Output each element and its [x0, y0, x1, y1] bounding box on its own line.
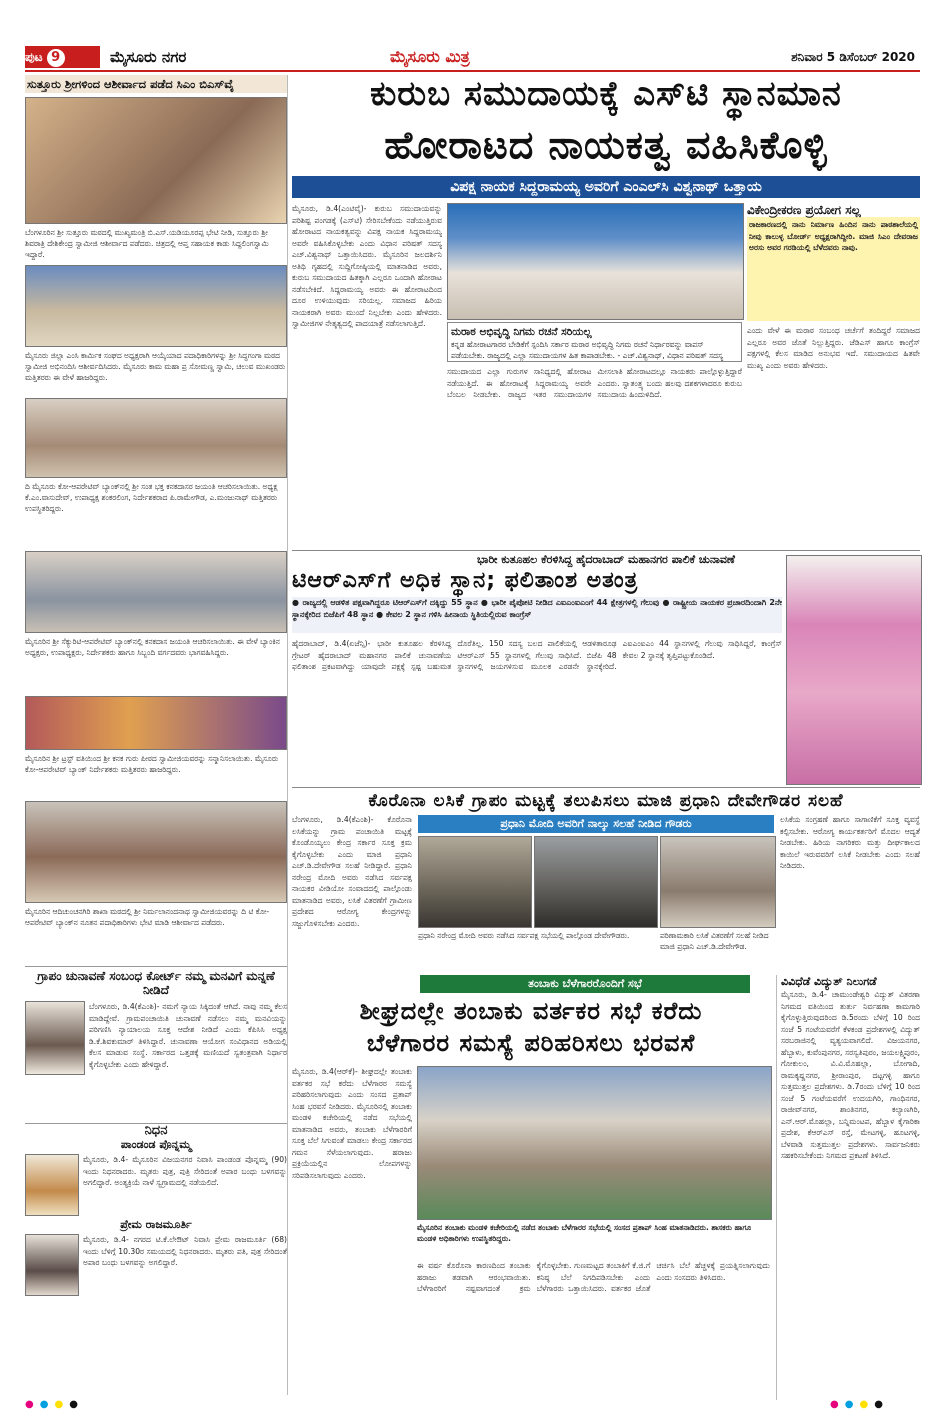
- obit-1-body: ಮೈಸೂರು, ಡಿ.4- ಮೈಸೂರಿನ ವಿಜಯನಗರ ನಿವಾಸಿ ಪಾಂಡಂಡ ಪೊನ್ನಮ್ಮ (90) ಇಂದು ನಿಧನರಾದರು. ಮೃತರು ಪುತ್ರ, ಪುತ್ರಿ ಸೇರಿದಂತೆ ಅಪಾರ ಬಂಧು ಬಳಗವನ್ನು ಅಗಲಿದ್ದಾರೆ. ಅಂತ್ಯಕ್ರಿಯೆ ನಾಳೆ ಸ್ವಗ್ರಾಮದಲ್ಲಿ ನಡೆಯಲಿದೆ.: [83, 1155, 287, 1187]
- hyd-body: ಹೈದರಾಬಾದ್, ಡಿ.4(ಏಜೆನ್ಸಿ)- ಭಾರೀ ಕುತೂಹಲ ಕೆರಳಿಸಿದ್ದ ಗ್ರೇಟರ್ ಹೈದರಾಬಾದ್ ಮಹಾನಗರ ಪಾಲಿಕೆ ಚುನಾವಣೆಯ ಫಲಿತಾಂಶ ಪ್ರಕಟವಾಗಿದ್ದು ಯಾವುದೇ ಪಕ್ಷಕ್ಕೆ ಸ್ಪಷ್ಟ ಬಹುಮತ ದೊರೆತಿಲ್ಲ. 150 ಸದಸ್ಯ ಬಲದ ಪಾಲಿಕೆಯಲ್ಲಿ ಆಡಳಿತಾರೂಢ ಟಿಆರ್‌ಎಸ್ 55 ಸ್ಥಾನಗಳಲ್ಲಿ ಗೆಲುವು ಸಾಧಿಸಿದೆ. ಬಿಜೆಪಿ 48 ಸ್ಥಾನಗಳಲ್ಲಿ ಜಯಗಳಿಸುವ ಮೂಲಕ ಎರಡನೇ ಸ್ಥಾನಕ್ಕೇರಿದೆ. ಎಐಎಂಐಎಂ 44 ಸ್ಥಾನಗಳಲ್ಲಿ ಗೆಲುವು ಸಾಧಿಸಿದ್ದರೆ, ಕಾಂಗ್ರೆಸ್ ಕೇವಲ 2 ಸ್ಥಾನಕ್ಕೆ ತೃಪ್ತಿಪಟ್ಟುಕೊಂಡಿದೆ.: [292, 639, 782, 671]
- caption-6: ಮೈಸೂರಿನ ಆದಿಚುಂಚನಗಿರಿ ಶಾಖಾ ಮಠದಲ್ಲಿ ಶ್ರೀ ನಿರ್ಮಲಾನಂದನಾಥ ಸ್ವಾಮೀಜಿಯವರನ್ನು ದಿ ಟಿ ಕೋ-ಆಪರೇಟಿವ್ ಬ್ಯಾಂಕ್‌ನ ನೂತನ ಪದಾಧಿಕಾರಿಗಳು ಭೇಟಿ ಮಾಡಿ ಆಶೀರ್ವಾದ ಪಡೆದರು.: [25, 907, 270, 927]
- kuruba-body-b: ಸಮುದಾಯದ ಎಲ್ಲಾ ಗುರುಗಳ ಸಾನಿಧ್ಯದಲ್ಲಿ ಹೋರಾಟ ನಡೆಯುತ್ತಿದೆ. ಈ ಹೋರಾಟಕ್ಕೆ ಸಿದ್ದರಾಮಯ್ಯ ಅವರೇ ಬೆಂಬಲ ನೀಡಬೇಕು. ರಾಜ್ಯದ ಇತರ ಸಮುದಾಯಗಳ ಮೀಸಲಾತಿ ಹೋರಾಟದಲ್ಲೂ ನಾಯಕರು ಪಾಲ್ಗೊಳ್ಳುತ್ತಿದ್ದಾರೆ ಎಂದರು. ಸ್ವಾತಂತ್ರ್ಯ ಬಂದು ಹಲವು ದಶಕಗಳಾದರೂ ಕುರುಬ ಸಮುದಾಯ ಹಿಂದುಳಿದಿದೆ.: [447, 367, 742, 399]
- photo-bank-event: [25, 398, 287, 478]
- tobacco-headline-2: ಬೆಳೆಗಾರರ ಸಮಸ್ಯೆ ಪರಿಹರಿಸಲು ಭರವಸೆ: [366, 1029, 696, 1057]
- page-label: ಪುಟ: [25, 50, 43, 64]
- header-rule: [25, 70, 920, 72]
- obit-2-name: ಪ್ರೇಮ ರಾಜಮೂರ್ತಿ: [120, 1218, 192, 1231]
- covid-col-a: [292, 814, 412, 982]
- photo-cm-swamiji: [25, 97, 287, 224]
- caption-1: ಬೆಂಗಳೂರಿನ ಶ್ರೀ ಸುತ್ತೂರು ಮಠದಲ್ಲಿ ಮುಖ್ಯಮಂತ್ರಿ ಬಿ.ಎಸ್.ಯಡಿಯೂರಪ್ಪ ಭೇಟಿ ನೀಡಿ, ಸುತ್ತೂರು ಶ್ರೀ ಶಿವರಾತ್ರಿ ದೇಶಿಕೇಂದ್ರ ಸ್ವಾಮೀಜಿ ಆಶೀರ್ವಾದ ಪಡೆದರು. ಚಿತ್ರದಲ್ಲಿ ಆಪ್ತ ಸಹಾಯಕ ಕಾಡು ಸಿದ್ದಲಿಂಗಸ್ವಾಮಿ ಇದ್ದಾರೆ.: [25, 228, 269, 259]
- left-column: [25, 75, 288, 1395]
- photo-dks: [25, 1001, 85, 1075]
- page-number-box: [25, 46, 100, 68]
- obit-2-body: ಮೈಸೂರು, ಡಿ.4- ನಗರದ ಟಿ.ಕೆ.ಲೇಔಟ್ ನಿವಾಸಿ ಪ್ರೇಮ ರಾಜಮೂರ್ತಿ (68) ಇಂದು ಬೆಳಿಗ್ಗೆ 10.30ರ ಸಮಯದಲ್ಲಿ ನಿಧನರಾದರು. ಮೃತರು ಪತಿ, ಪುತ್ರ ಸೇರಿದಂತೆ ಅಪಾರ ಬಂಧು ಬಳಗವನ್ನು ಅಗಲಿದ್ದಾರೆ.: [83, 1235, 287, 1267]
- photo-obit-1: [25, 1154, 79, 1216]
- left-head-2: ಗ್ರಾಪಂ ಚುನಾವಣೆ ಸಂಬಂಧ ಕೋರ್ಟ್ ನಮ್ಮ ಮನವಿಗೆ ಮನ್ನಣೆ ನೀಡಿದೆ: [37, 969, 275, 997]
- obituary-title: ನಿಧನ: [144, 1123, 168, 1138]
- print-marks-right: ●●●●: [830, 1399, 889, 1410]
- obit-1-name: ಪಾಂಡಂಡ ಪೊನ್ನಮ್ಮ: [120, 1138, 192, 1151]
- quote-body: ಕನ್ನಡ ಹೋರಾಟಗಾರರ ಬೇಡಿಕೆಗೆ ಸ್ಪಂದಿಸಿ ಸರ್ಕಾರ ಮರಾಠ ಅಭಿವೃದ್ಧಿ ನಿಗಮ ರಚನೆ ನಿರ್ಧಾರವನ್ನು ವಾಪಸ್ ಪಡೆಯಬೇಕು. ರಾಜ್ಯದಲ್ಲಿ ಎಲ್ಲಾ ಸಮುದಾಯಗಳ ಹಿತ ಕಾಪಾಡಬೇಕು. - ಎಚ್.ವಿಶ್ವನಾಥ್, ವಿಧಾನ ಪರಿಷತ್ ಸದಸ್ಯ: [451, 340, 724, 360]
- caption-3: ದಿ ಮೈಸೂರು ಕೋ-ಆಪರೇಟಿವ್ ಬ್ಯಾಂಕ್‌ನಲ್ಲಿ ಶ್ರೀ ಸಂತ ಭಕ್ತ ಕನಕದಾಸರ ಜಯಂತಿ ಆಚರಿಸಲಾಯಿತು. ಅಧ್ಯಕ್ಷ ಕೆ.ಎಂ.ವಾಸುದೇವ್, ಉಪಾಧ್ಯಕ್ಷ ಶಂಕರಲಿಂಗ, ನಿರ್ದೇಶಕರಾದ ಪಿ.ರಾಮೇಗೌಡ, ಎ.ಮಂಜುನಾಥ್ ಮತ್ತಿತರರು ಉಪಸ್ಥಿತರಿದ್ದರು.: [25, 482, 278, 513]
- covid-strap: ಪ್ರಧಾನಿ ಮೋದಿ ಅವರಿಗೆ ನಾಲ್ಕು ಸಲಹೆ ನೀಡಿದ ಗೌಡರು: [418, 815, 774, 833]
- power-head: ವಿವಿಧೆಡೆ ವಿದ್ಯುತ್ ನಿಲುಗಡೆ: [781, 975, 877, 988]
- photo-tobacco-meeting: [417, 1066, 772, 1220]
- hyd-rule: [292, 550, 920, 551]
- tobacco-strap: ತಂಬಾಕು ಬೆಳೆಗಾರರೊಂದಿಗೆ ಸಭೆ: [420, 975, 750, 993]
- covid-rule: [292, 787, 920, 788]
- side-head: ವಿಕೇಂದ್ರೀಕರಣ ಪ್ರಯೋಗ ಸಲ್ಲ: [747, 203, 861, 217]
- left-body-2: ಬೆಂಗಳೂರು, ಡಿ.4(ಕೆಎಂಶಿ)- ನಮಗೆ ನ್ಯಾಯ ಸಿಕ್ಕಿದಂತೆ ಆಗಿದೆ. ನಾವು ನಮ್ಮ ಕೆಲಸ ಮಾಡಿದ್ದೇವೆ. ಗ್ರಾಮಪಂಚಾಯಿತಿ ಚುನಾವಣೆ ನಡೆಸಲು ನಮ್ಮ ಮನವಿಯನ್ನು ಪರಿಗಣಿಸಿ ನ್ಯಾಯಾಲಯ ಸೂಕ್ತ ಆದೇಶ ನೀಡಿದೆ ಎಂದು ಕೆಪಿಸಿಸಿ ಅಧ್ಯಕ್ಷ ಡಿ.ಕೆ.ಶಿವಕುಮಾರ್ ತಿಳಿಸಿದ್ದಾರೆ. ಚುನಾವಣಾ ಆಯೋಗ ಸಂವಿಧಾನದ ಅಡಿಯಲ್ಲಿ ಕೆಲಸ ಮಾಡುವ ಸಂಸ್ಥೆ. ಸರ್ಕಾರದ ಒತ್ತಡಕ್ಕೆ ಮಣಿಯದೆ ಸ್ವತಂತ್ರವಾಗಿ ನಿರ್ಧಾರ ಕೈಗೊಳ್ಳಬೇಕು ಎಂದು ಹೇಳಿದ್ದಾರೆ.: [89, 1002, 287, 1069]
- tobacco-body: ಮೈಸೂರು, ಡಿ.4(ಆರ್‌ಕೆ)- ಶೀಘ್ರದಲ್ಲೇ ತಂಬಾಕು ವರ್ತಕರ ಸಭೆ ಕರೆದು ಬೆಳೆಗಾರರ ಸಮಸ್ಯೆ ಪರಿಹರಿಸಲಾಗುವುದು ಎಂದು ಸಂಸದ ಪ್ರತಾಪ್ ಸಿಂಹ ಭರವಸೆ ನೀಡಿದರು. ಮೈಸೂರಿನಲ್ಲಿ ತಂಬಾಕು ಮಂಡಳಿ ಕಚೇರಿಯಲ್ಲಿ ನಡೆದ ಸಭೆಯಲ್ಲಿ ಮಾತನಾಡಿದ ಅವರು, ತಂಬಾಕು ಬೆಳೆಗಾರರಿಗೆ ಸೂಕ್ತ ಬೆಲೆ ಸಿಗುವಂತೆ ಮಾಡಲು ಕೇಂದ್ರ ಸರ್ಕಾರದ ಗಮನ ಸೆಳೆಯಲಾಗುವುದು. ಹರಾಜು ಪ್ರಕ್ರಿಯೆಯಲ್ಲಿನ ಲೋಪಗಳನ್ನು ಸರಿಪಡಿಸಲಾಗುವುದು ಎಂದರು.: [292, 1067, 412, 1180]
- power-body: ಮೈಸೂರು, ಡಿ.4- ಚಾಮುಂಡೇಶ್ವರಿ ವಿದ್ಯುತ್ ವಿತರಣಾ ನಿಗಮದ ವತಿಯಿಂದ ತುರ್ತು ನಿರ್ವಹಣಾ ಕಾಮಗಾರಿ ಕೈಗೊಳ್ಳುತ್ತಿರುವುದರಿಂದ ಡಿ.5ರಂದು ಬೆಳಿಗ್ಗೆ 10 ರಿಂದ ಸಂಜೆ 5 ಗಂಟೆಯವರೆಗೆ ಕೆಳಕಂಡ ಪ್ರದೇಶಗಳಲ್ಲಿ ವಿದ್ಯುತ್ ಸರಬರಾಜಿನಲ್ಲಿ ವ್ಯತ್ಯಯವಾಗಲಿದೆ. ವಿಜಯನಗರ, ಹೆಬ್ಬಾಳು, ಕುವೆಂಪುನಗರ, ಸರಸ್ವತಿಪುರಂ, ಜಯಲಕ್ಷ್ಮಿಪುರಂ, ಗೋಕುಲಂ, ವಿ.ವಿ.ಮೊಹಲ್ಲಾ, ಬೋಗಾದಿ, ರಾಮಕೃಷ್ಣನಗರ, ಶ್ರೀರಾಂಪುರ, ದಟ್ಟಗಳ್ಳಿ ಹಾಗೂ ಸುತ್ತಮುತ್ತಲ ಪ್ರದೇಶಗಳು. ಡಿ.7ರಂದು ಬೆಳಿಗ್ಗೆ 10 ರಿಂದ ಸಂಜೆ 5 ಗಂಟೆಯವರೆಗೆ ಉದಯಗಿರಿ, ಗಾಂಧಿನಗರ, ರಾಜೀವ್‌ನಗರ, ಶಾಂತಿನಗರ, ಕಲ್ಯಾಣಗಿರಿ, ಎನ್.ಆರ್.ಮೊಹಲ್ಲಾ, ಬನ್ನಿಮಂಟಪ, ಹೆಬ್ಬಾಳ ಕೈಗಾರಿಕಾ ಪ್ರದೇಶ, ಕೆಆರ್‌ಎಸ್ ರಸ್ತೆ, ಮೇಟಗಳ್ಳಿ, ಹೂಟಗಳ್ಳಿ, ಬೆಳವಾಡಿ ಸುತ್ತಮುತ್ತಲ ಪ್ರದೇಶಗಳು. ಸಾರ್ವಜನಿಕರು ಸಹಕರಿಸಬೇಕೆಂದು ನಿಗಮದ ಪ್ರಕಟಣೆ ತಿಳಿಸಿದೆ.: [781, 990, 920, 1160]
- covid-headline: ಕೊರೊನಾ ಲಸಿಕೆ ಗ್ರಾಪಂ ಮಟ್ಟಕ್ಕೆ ತಲುಪಿಸಲು ಮಾಜಿ ಪ್ರಧಾನಿ ದೇವೇಗೌಡರ ಸಲಹೆ: [368, 791, 844, 811]
- caption-2: ಮೈಸೂರು ಜಿಲ್ಲಾ ಎಂಸಿ ಕಾರ್ಮಿಕ ಸಂಘದ ಅಧ್ಯಕ್ಷರಾಗಿ ಆಯ್ಕೆಯಾದ ಪದಾಧಿಕಾರಿಗಳನ್ನು ಶ್ರೀ ಸಿದ್ಧಗಂಗಾ ಮಠದ ಸ್ವಾಮೀಜಿ ಅಭಿನಂದಿಸಿ ಆಶೀರ್ವದಿಸಿದರು. ಮೈಸೂರು ಕಾಮ ಮಹಾ ಪ್ರ ಸೋಮಣ್ಣ ಸ್ವಾಮಿ, ಚಲುವ ಮುಖಂಡರು ಮತ್ತಿತರರು ಈ ವೇಳೆ ಹಾಜರಿದ್ದರು.: [25, 351, 286, 382]
- covid-side: ಲಸಿಕೆಯ ಸಂಗ್ರಹಣೆ ಹಾಗೂ ಸಾಗಾಣಿಕೆಗೆ ಸೂಕ್ತ ವ್ಯವಸ್ಥೆ ಕಲ್ಪಿಸಬೇಕು. ಆರೋಗ್ಯ ಕಾರ್ಯಕರ್ತರಿಗೆ ಮೊದಲ ಆದ್ಯತೆ ನೀಡಬೇಕು. ಹಿರಿಯ ನಾಗರಿಕರು ಮತ್ತು ದೀರ್ಘಕಾಲದ ಕಾಯಿಲೆ ಇರುವವರಿಗೆ ಲಸಿಕೆ ನೀಡಬೇಕು ಎಂದು ಸಲಹೆ ನೀಡಿದರು.: [780, 815, 920, 870]
- tobacco-body-2: ಈ ವರ್ಷ ಕೊರೊನಾ ಕಾರಣದಿಂದ ತಂಬಾಕು ಹರಾಜು ತಡವಾಗಿ ಆರಂಭವಾಯಿತು. ಬೆಳೆಗಾರರಿಗೆ ನಷ್ಟವಾಗದಂತೆ ಕ್ರಮ ಕೈಗೊಳ್ಳಬೇಕು. ಗುಣಮಟ್ಟದ ತಂಬಾಕಿಗೆ ಕೆ.ಜಿ.ಗೆ ಕನಿಷ್ಠ ಬೆಲೆ ನಿಗದಿಪಡಿಸಬೇಕು ಎಂದು ಬೆಳೆಗಾರರು ಒತ್ತಾಯಿಸಿದರು. ವರ್ತಕರ ಜೊತೆ ಚರ್ಚಿಸಿ ಬೆಲೆ ಹೆಚ್ಚಳಕ್ಕೆ ಪ್ರಯತ್ನಿಸಲಾಗುವುದು ಎಂದು ಸಂಸದರು ತಿಳಿಸಿದರು.: [417, 1261, 770, 1293]
- page-number: 9: [47, 49, 65, 67]
- caption-4: ಮೈಸೂರಿನ ಶ್ರೀ ಸೆಕ್ಯುರಿಟಿ-ಆಪರೇಟಿವ್ ಬ್ಯಾಂಕ್‌ನಲ್ಲಿ ಕನಕದಾಸ ಜಯಂತಿ ಆಚರಿಸಲಾಯಿತು. ಈ ವೇಳೆ ಬ್ಯಾಂಕಿನ ಅಧ್ಯಕ್ಷರು, ಉಪಾಧ್ಯಕ್ಷರು, ನಿರ್ದೇಶಕರು ಹಾಗೂ ಸಿಬ್ಬಂದಿ ವರ್ಗದವರು ಭಾಗವಹಿಸಿದ್ದರು.: [25, 637, 280, 657]
- covid-caption-1: ಪ್ರಧಾನಿ ನರೇಂದ್ರ ಮೋದಿ ಅವರು ನಡೆಸಿದ ಸರ್ವಪಕ್ಷ ಸಭೆಯಲ್ಲಿ ಪಾಲ್ಗೊಂಡ ದೇವೇಗೌಡರು.: [418, 931, 630, 940]
- tobacco-caption: ಮೈಸೂರಿನ ತಂಬಾಕು ಮಂಡಳಿ ಕಚೇರಿಯಲ್ಲಿ ನಡೆದ ತಂಬಾಕು ಬೆಳೆಗಾರರ ಸಭೆಯಲ್ಲಿ ಸಂಸದ ಪ್ರತಾಪ್ ಸಿಂಹ ಮಾತನಾಡಿದರು. ಶಾಸಕರು ಹಾಗೂ ಮಂಡಳಿ ಅಧಿಕಾರಿಗಳು ಉಪಸ್ಥಿತರಿದ್ದರು.: [417, 1223, 752, 1243]
- photo-devegowda: [660, 836, 776, 928]
- covid-body: ಬೆಂಗಳೂರು, ಡಿ.4(ಕೆಎಂಶಿ)- ಕೊರೊನಾ ಲಸಿಕೆಯನ್ನು ಗ್ರಾಮ ಪಂಚಾಯಿತಿ ಮಟ್ಟಕ್ಕೆ ಕೊಂಡೊಯ್ಯಲು ಕೇಂದ್ರ ಸರ್ಕಾರ ಸೂಕ್ತ ಕ್ರಮ ಕೈಗೊಳ್ಳಬೇಕು ಎಂದು ಮಾಜಿ ಪ್ರಧಾನಿ ಎಚ್.ಡಿ.ದೇವೇಗೌಡ ಸಲಹೆ ನೀಡಿದ್ದಾರೆ. ಪ್ರಧಾನಿ ನರೇಂದ್ರ ಮೋದಿ ಅವರು ನಡೆಸಿದ ಸರ್ವಪಕ್ಷ ನಾಯಕರ ವೀಡಿಯೋ ಸಂವಾದದಲ್ಲಿ ಪಾಲ್ಗೊಂಡು ಮಾತನಾಡಿದ ಅವರು, ಲಸಿಕೆ ವಿತರಣೆಗೆ ಗ್ರಾಮೀಣ ಪ್ರದೇಶದ ಆರೋಗ್ಯ ಕೇಂದ್ರಗಳನ್ನು ಸಜ್ಜುಗೊಳಿಸಬೇಕು ಎಂದರು.: [292, 815, 412, 928]
- tobacco-headline-1: ಶೀಘ್ರದಲ್ಲೇ ತಂಬಾಕು ವರ್ತಕರ ಸಭೆ ಕರೆದು: [359, 997, 703, 1025]
- covid-caption-2: ಪರಿಣಾಮಕಾರಿ ಲಸಿಕೆ ವಿತರಣೆಗೆ ಸಲಹೆ ನೀಡಿದ ಮಾಜಿ ಪ್ರಧಾನಿ ಎಚ್.ಡಿ.ದೇವೇಗೌಡ.: [660, 931, 769, 951]
- photo-stage: [25, 696, 287, 750]
- left-head-1: ಸುತ್ತೂರು ಶ್ರೀಗಳಿಂದ ಆಶೀರ್ವಾದ ಪಡೆದ ಸಿಎಂ ಬಿಎಸ್‌ವೈ: [25, 75, 287, 93]
- kuruba-body-a: ಮೈಸೂರು, ಡಿ.4(ಎಂಟಿವೈ)- ಕುರುಬ ಸಮುದಾಯವನ್ನು ಪರಿಶಿಷ್ಟ ಪಂಗಡಕ್ಕೆ (ಎಸ್‌ಟಿ) ಸೇರಿಸಬೇಕೆಂದು ನಡೆಯುತ್ತಿರುವ ಹೋರಾಟದ ನಾಯಕತ್ವವನ್ನು ವಿಪಕ್ಷ ನಾಯಕ ಸಿದ್ದರಾಮಯ್ಯ ಅವರೇ ವಹಿಸಿಕೊಳ್ಳಬೇಕು ಎಂದು ವಿಧಾನ ಪರಿಷತ್ ಸದಸ್ಯ ಎಚ್.ವಿಶ್ವನಾಥ್ ಒತ್ತಾಯಿಸಿದರು. ಮೈಸೂರಿನ ಜಲದರ್ಶಿನಿ ಅತಿಥಿ ಗೃಹದಲ್ಲಿ ಸುದ್ದಿಗೋಷ್ಠಿಯಲ್ಲಿ ಮಾತನಾಡಿದ ಅವರು, ಕುರುಬ ಸಮುದಾಯದ ಹಿತಕ್ಕಾಗಿ ಎಲ್ಲರೂ ಒಂದಾಗಿ ಹೋರಾಟ ನಡೆಸಬೇಕಿದೆ. ಸಿದ್ದರಾಮಯ್ಯ ಅವರು ಈ ಹೋರಾಟದಿಂದ ದೂರ ಉಳಿಯುವುದು ಸರಿಯಲ್ಲ. ಸಮಾಜದ ಹಿರಿಯ ನಾಯಕರಾಗಿ ಅವರು ಮುಂದೆ ನಿಲ್ಲಬೇಕು ಎಂದು ಹೇಳಿದರು. ಸ್ವಾಮೀಜಿಗಳ ನೇತೃತ್ವದಲ್ಲಿ ಪಾದಯಾತ್ರೆ ನಡೆಸಲಾಗುತ್ತಿದೆ.: [292, 204, 442, 328]
- masthead: ಮೈಸೂರು ಮಿತ್ರ: [390, 47, 470, 66]
- hyd-kicker: ಭಾರೀ ಕುತೂಹಲ ಕೆರಳಿಸಿದ್ದ ಹೈದರಾಬಾದ್ ಮಹಾನಗರ ಪಾಲಿಕೆ ಚುನಾವಣೆ: [477, 553, 735, 566]
- photo-video-conf: [418, 836, 532, 928]
- photo-jayanti: [25, 551, 287, 633]
- photo-group-temple: [25, 265, 287, 347]
- main-strap: ವಿಪಕ್ಷ ನಾಯಕ ಸಿದ್ದರಾಮಯ್ಯ ಅವರಿಗೆ ಎಂಎಲ್‌ಸಿ ವಿಶ್ವನಾಥ್ ಒತ್ತಾಯ: [292, 176, 920, 198]
- print-marks-left: ●●●●: [25, 1399, 84, 1410]
- photo-trs-celebration: [786, 555, 922, 785]
- photo-vishwanath-press: [447, 203, 744, 320]
- side-body: ಎಂದು ವೇಳೆ ಈ ಮರಾಠ ಸಂಬಂಧ ಚರ್ಚೆಗೆ ತಂದಿದ್ದರೆ ಸಮಾಜದ ಎಲ್ಲರೂ ಅವರ ಜೊತೆ ನಿಲ್ಲುತ್ತಿದ್ದರು. ಜೆಡಿಎಸ್ ಹಾಗೂ ಕಾಂಗ್ರೆಸ್ ಪಕ್ಷಗಳಲ್ಲಿ ಕೆಲಸ ಮಾಡಿದ ಅನುಭವ ಇದೆ. ಸಮುದಾಯದ ಹಿತವೇ ಮುಖ್ಯ ಎಂದು ಅವರು ಹೇಳಿದರು.: [747, 326, 920, 370]
- power-box: [776, 975, 920, 1400]
- photo-math-visit: [25, 801, 287, 903]
- main-headline-2: ಹೋರಾಟದ ನಾಯಕತ್ವ ವಹಿಸಿಕೊಳ್ಳಿ: [384, 123, 828, 167]
- quote-head: ಮರಾಠ ಅಭಿವೃದ್ಧಿ ನಿಗಮ ರಚನೆ ಸರಿಯಲ್ಲ: [451, 326, 592, 338]
- side-intro: ರಾಜಕಾರಣದಲ್ಲಿ ನಾನು ನಿರ್ಮಾಣ ಹಿಂದಿನ ನಾನು ಪಾಠಶಾಲೆಯಲ್ಲಿ ನೀವು ಕಾಲುಳ್ಳ ಬೋರ್ಡ್ ಅಧ್ಯಕ್ಷರಾಗಿದ್ದೀರಿ. ಮಾಜಿ ಸಿಎಂ ದೇವರಾಜ ಅರಸು ಅವರ ಗರಡಿಯಲ್ಲಿ ಬೆಳೆದವರು ನಾವು.: [747, 217, 920, 321]
- photo-obit-2: [25, 1234, 79, 1296]
- caption-5: ಮೈಸೂರಿನ ಶ್ರೀ ಟ್ರಸ್ಟ್ ವತಿಯಿಂದ ಶ್ರೀ ಕನಕ ಗುರು ಪೀಠದ ಸ್ವಾಮೀಜಿಯವರನ್ನು ಸನ್ಮಾನಿಸಲಾಯಿತು. ಮೈಸೂರು ಕೋ-ಆಪರೇಟಿವ್ ಬ್ಯಾಂಕ್ ನಿರ್ದೇಶಕರು ಮತ್ತಿತರರು ಹಾಜರಿದ್ದರು.: [25, 754, 279, 774]
- hyd-points: ● ರಾಜ್ಯದಲ್ಲಿ ಆಡಳಿತ ಪಕ್ಷವಾಗಿದ್ದರೂ ಟಿಆರ್‌ಎಸ್‌ಗೆ ದಕ್ಕಿದ್ದು 55 ಸ್ಥಾನ ● ಭಾರೀ ಪೈಪೋಟಿ ನೀಡಿದ ಎಐಎಂಐಎಂಗೆ 44 ಕ್ಷೇತ್ರಗಳಲ್ಲಿ ಗೆಲುವು ● ರಾಷ್ಟ್ರೀಯ ನಾಯಕರ ಪ್ರಚಾರದಿಂದಾಗಿ 2ನೇ ಸ್ಥಾನಕ್ಕೇರಿದ ಬಿಜೆಪಿಗೆ 48 ಸ್ಥಾನ ● ಕೇವಲ 2 ಸ್ಥಾನ ಗಳಿಸಿ ಹೀನಾಯ ಸ್ಥಿತಿಯಲ್ಲಿರುವ ಕಾಂಗ್ರೆಸ್: [292, 597, 782, 633]
- hyd-headline: ಟಿಆರ್‌ಎಸ್‌ಗೆ ಅಧಿಕ ಸ್ಥಾನ; ಫಲಿತಾಂಶ ಅತಂತ್ರ: [292, 568, 639, 593]
- section-name: ಮೈಸೂರು ನಗರ: [110, 48, 187, 66]
- photo-monitor: [534, 836, 658, 928]
- issue-date: ಶನಿವಾರ 5 ಡಿಸೆಂಬರ್ 2020: [791, 50, 915, 64]
- main-headline-1: ಕುರುಬ ಸಮುದಾಯಕ್ಕೆ ಎಸ್‌ಟಿ ಸ್ಥಾನಮಾನ: [370, 74, 842, 114]
